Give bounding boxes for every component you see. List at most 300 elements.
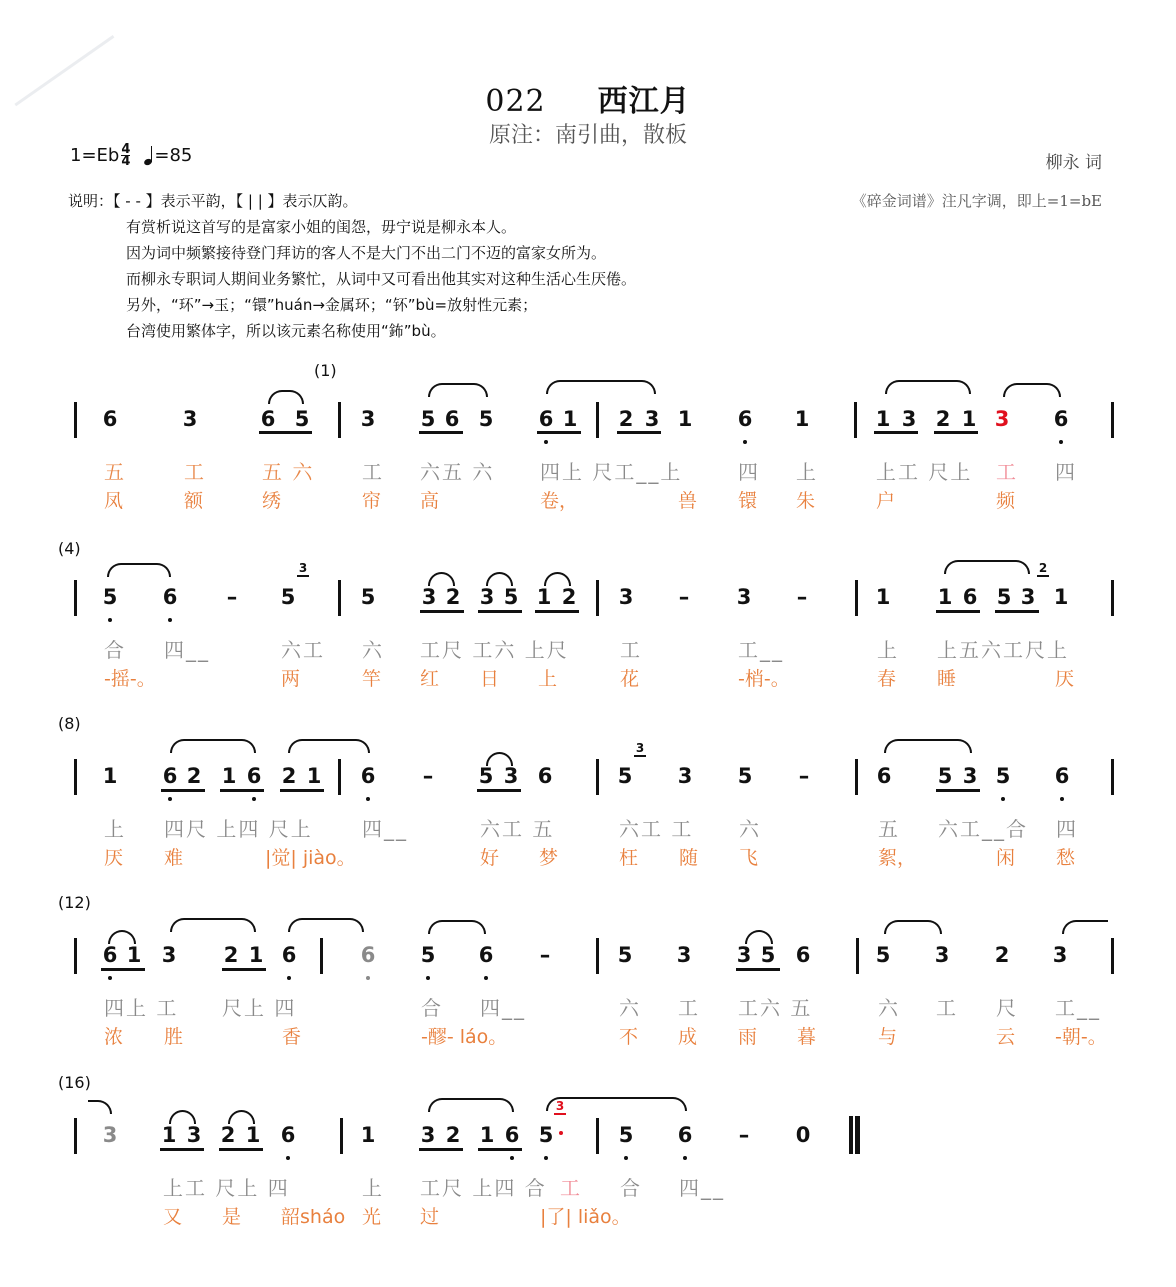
gongche-notation: 合 [104,638,126,662]
underline [736,968,780,971]
note: 5 [737,764,753,788]
note: 1 [677,407,693,431]
note: 6 [246,764,262,788]
lyric: 雨 [738,1026,758,1048]
lyric: 是 [222,1206,242,1228]
lyric: 额 [184,490,204,512]
lyric: 过 [420,1206,440,1228]
lyric: 红 [420,668,440,690]
note: 3 [644,407,660,431]
slur [169,1110,196,1124]
gongche-notation: 上工 尺上 四 [163,1176,290,1200]
underline [222,968,266,971]
lyric: 云 [996,1026,1016,1048]
lyric: 花 [620,668,640,690]
underline [220,789,264,792]
underline [280,789,324,792]
gongche-notation: 四 [1055,460,1077,484]
gongche-notation: 上 [104,817,126,841]
note: 0 [795,1123,811,1147]
underline [535,610,579,613]
underline [936,610,980,613]
note: 3 [420,1123,436,1147]
note: 6 [444,407,460,431]
gongche-notation: 四尺 上四 尺上 [164,817,313,841]
extension-dash: – [678,585,690,609]
lyric: -摇-。 [104,668,156,690]
lyric: 凤 [104,490,124,512]
measure-number: (12) [58,893,91,912]
underline [160,1148,204,1151]
gongche-key-note: 《碎金词谱》注凡字调，即上=1=bE [851,192,1102,210]
note: 2 [445,585,461,609]
underline [419,431,463,434]
extension-dash: – [796,585,808,609]
note: 1 [245,1123,261,1147]
low-octave-dot [510,1156,514,1160]
low-octave-dot [683,1156,687,1160]
extension-dash: – [226,585,238,609]
lyric: 香 [282,1026,302,1048]
note: 3 [421,585,437,609]
extension-dash: – [539,943,551,967]
lyric: -醪- láo。 [421,1026,508,1048]
song-title: 西江月 [597,84,691,119]
bar-line [338,759,341,795]
lyric: |了| liǎo。 [540,1206,631,1228]
lyric: 飞 [739,847,759,869]
gongche-notation: 四__ [164,638,210,662]
note: 5 [420,943,436,967]
gongche-notation: 六 [739,817,761,841]
bar-line [855,580,858,616]
note: 2 [186,764,202,788]
gongche-notation: 工__ [738,638,784,662]
bar-line [320,938,323,974]
note: 6 [1053,407,1069,431]
lyric: 随 [679,847,699,869]
underline [478,610,522,613]
lyric: 高 [420,490,440,512]
underline [874,431,918,434]
slur [170,918,256,932]
lyric: 帘 [362,490,382,512]
note: 6 [162,585,178,609]
note: 5 [617,943,633,967]
underline [995,610,1039,613]
low-octave-dot [108,976,112,980]
bar-line [340,1118,343,1154]
note: 3 [1020,585,1036,609]
low-octave-dot [287,976,291,980]
note: 1 [102,764,118,788]
description-line: 而柳永专职词人期间业务繁忙，从词中又可看出他其实对这种生活心生厌倦。 [126,270,637,288]
gongche-notation: 五 [104,460,126,484]
gongche-notation: 五 [878,817,900,841]
gongche-notation: 上 [877,638,899,662]
note: 5 [760,943,776,967]
note: 6 [1054,764,1070,788]
note: 6 [737,407,753,431]
score-number: 022 [485,84,546,119]
bar-line [1111,938,1114,974]
note: 2 [281,764,297,788]
lyric: 睡 [937,668,957,690]
lyric: 兽 [678,490,698,512]
note: 3 [479,585,495,609]
note: 6 [962,585,978,609]
slur [884,920,942,934]
note: 3 [360,407,376,431]
lyric: 频 [996,490,1016,512]
bar-line [596,580,599,616]
note: 2 [618,407,634,431]
gongche-notation: 四__ [480,996,526,1020]
gongche-notation: 六工 工 [619,817,694,841]
lyric: 厌 [104,847,124,869]
low-octave-dot [743,440,747,444]
bar-line [338,580,341,616]
note: 5 [503,585,519,609]
note: 3 [934,943,950,967]
note: 3 [677,764,693,788]
slur [428,572,455,586]
slur [486,572,513,586]
lyric: 难 [164,847,184,869]
low-octave-dot [366,976,370,980]
low-octave-dot [624,1156,628,1160]
note: 1 [479,1123,495,1147]
gongche-notation: 六工__合 [938,817,1028,841]
note: 2 [445,1123,461,1147]
underline [420,610,464,613]
gongche-notation: 四 [738,460,760,484]
gongche-notation: 合 [620,1176,642,1200]
measure-number: (4) [58,539,81,558]
grace-dot [559,1131,563,1135]
slur [288,918,364,932]
gongche-notation: 五 六 [262,460,315,484]
gongche-notation: 六 [619,996,641,1020]
subtitle: 原注：南引曲，散板 [488,123,687,148]
note: 5 [875,943,891,967]
lyric: 又 [163,1206,183,1228]
slur [1003,383,1061,397]
gongche-notation: 工尺 工六 上尺 [420,638,569,662]
gongche-notation: 工六 五 [738,996,813,1020]
underline [478,1148,522,1151]
lyric: -梢-。 [738,668,790,690]
note: 3 [161,943,177,967]
note: 1 [360,1123,376,1147]
note: 5 [280,585,296,609]
underline [934,431,978,434]
gongche-notation: 四 [1056,817,1078,841]
key-signature [70,144,192,167]
note: 5 [478,407,494,431]
slur [546,1097,687,1111]
description-label: 说明：【 - - 】表示平韵，【 | | 】表示仄韵。 [68,192,358,210]
note: 6 [162,764,178,788]
bar-line [74,938,77,974]
low-octave-dot [252,797,256,801]
note: 5 [937,764,953,788]
note: 6 [102,943,118,967]
bar-line [854,402,857,438]
note: 3 [1052,943,1068,967]
note: 6 [504,1123,520,1147]
note: 2 [561,585,577,609]
lyric: 朱 [796,490,816,512]
underline [537,431,581,434]
description-line: 另外，“环”→玉；“镮”huán→金属环；“钚”bù=放射性元素； [126,296,538,314]
note: 2 [223,943,239,967]
lyric: 韶sháo [281,1206,346,1228]
slur [1062,920,1108,934]
gongche-notation: 上工 尺上 [876,460,973,484]
gongche-notation: 工 [620,638,642,662]
grace-note: 3 [555,1099,565,1113]
grace-note: 3 [298,561,308,575]
low-octave-dot [1059,440,1063,444]
note: 2 [935,407,951,431]
measure-number: (16) [58,1073,91,1092]
gongche-notation: 六五 六 [420,460,495,484]
note: 6 [538,407,554,431]
lyric: 户 [876,490,896,512]
note: 6 [260,407,276,431]
lyric: 不 [619,1026,639,1048]
slur [745,930,773,944]
gongche-notation: 上 [362,1176,384,1200]
final-bar-line [855,1116,860,1154]
lyric: 梦 [539,847,559,869]
gongche-notation: 上 [796,460,818,484]
note: 5 [102,585,118,609]
lyric: 好 [480,847,500,869]
lyric: 光 [362,1206,382,1228]
underline [161,789,205,792]
note: 1 [248,943,264,967]
note: 3 [736,943,752,967]
slur [108,930,136,944]
note: 5 [618,1123,634,1147]
lyric: 浓 [104,1026,124,1048]
page-title [0,76,1176,120]
low-octave-dot [484,976,488,980]
lyric: 两 [281,668,301,690]
note: 3 [186,1123,202,1147]
extension-dash: – [738,1123,750,1147]
gongche-notation: 六 [362,638,384,662]
low-octave-dot [108,618,112,622]
gongche-notation: 合 [421,996,443,1020]
note: 3 [102,1123,118,1147]
gongche-notation: 六 [878,996,900,1020]
gongche-notation: 四__ [679,1176,725,1200]
slur [884,739,972,753]
low-octave-dot [168,618,172,622]
extension-dash: – [422,764,434,788]
bar-line [74,1118,77,1154]
author: 柳永 词 [1045,153,1102,173]
note: 6 [537,764,553,788]
lyric: 枉 [619,847,639,869]
slur [228,1110,255,1124]
lyric: 卷， [540,490,579,512]
slur [885,380,971,394]
lyric: 愁 [1056,847,1076,869]
note: 3 [182,407,198,431]
gongche-notation: 工尺 上四 合 [420,1176,547,1200]
measure-number: (1) [314,361,337,380]
lyric: 镮 [738,490,758,512]
description-line: 台湾使用繁体字，所以该元素名称使用“鈽”bù。 [126,322,446,340]
note: 3 [901,407,917,431]
lyric: 绣 [262,490,282,512]
note: 5 [617,764,633,788]
note: 1 [794,407,810,431]
bar-line [74,759,77,795]
note: 3 [676,943,692,967]
bar-line [74,580,77,616]
note: 6 [280,1123,296,1147]
lyric: 闲 [996,847,1016,869]
bar-line [855,759,858,795]
slur [544,572,571,586]
underline [936,789,980,792]
note: 5 [538,1123,554,1147]
note: 5 [294,407,310,431]
tempo: =85 [154,145,193,166]
key-label: 1=Eb [70,145,120,166]
gongche-notation: 四上 工 [104,996,179,1020]
note: 6 [478,943,494,967]
low-octave-dot [286,1156,290,1160]
note: 1 [961,407,977,431]
note: 6 [677,1123,693,1147]
gongche-notation: 尺 [996,996,1018,1020]
bar-line [1111,402,1114,438]
note: 6 [102,407,118,431]
note: 1 [562,407,578,431]
note: 6 [281,943,297,967]
note: 1 [1053,585,1069,609]
slur [486,752,513,766]
lyric: 暮 [797,1026,817,1048]
slur [428,1098,514,1112]
gongche-notation: 工 [996,460,1018,484]
bar-line [1111,580,1114,616]
note: 2 [994,943,1010,967]
underline [101,968,145,971]
note: 3 [736,585,752,609]
gongche-notation: 工 [678,996,700,1020]
note: 6 [360,764,376,788]
low-octave-dot [1001,797,1005,801]
underline [259,431,312,434]
bar-line [596,938,599,974]
time-signature: $\frac{4}{4}$ [121,142,131,169]
note: 5 [996,585,1012,609]
description-line: 因为词中频繁接待登门拜访的客人不是大门不出二门不迈的富家女所为。 [126,244,607,262]
lyric: 成 [678,1026,698,1048]
final-bar-line [849,1116,853,1154]
gongche-notation: 六工 [281,638,325,662]
slur [546,380,656,394]
slur [288,739,370,753]
note: 1 [161,1123,177,1147]
note: 1 [306,764,322,788]
lyric: 絮， [878,847,917,869]
gongche-notation: 工__ [1055,996,1101,1020]
note: 3 [994,407,1010,431]
measure-number: (8) [58,714,81,733]
lyric: 厌 [1055,668,1075,690]
lyric: 春 [877,668,897,690]
bar-line [1111,759,1114,795]
lyric: -朝-。 [1055,1026,1107,1048]
bar-line [74,402,77,438]
gongche-notation: 上五六工尺上 [937,638,1069,662]
note: 1 [875,585,891,609]
low-octave-dot [426,976,430,980]
bar-line [856,938,859,974]
low-octave-dot [168,797,172,801]
slur [170,739,256,753]
quarter-note-icon [144,147,152,165]
note: 1 [126,943,142,967]
lyric: 与 [878,1026,898,1048]
lyric: 竿 [362,668,382,690]
grace-note: 3 [635,741,645,755]
gongche-notation: 四__ [362,817,408,841]
slur [944,560,1030,574]
gongche-notation: 工 [936,996,958,1020]
note: 5 [478,764,494,788]
bar-line [596,402,599,438]
low-octave-dot [544,1156,548,1160]
note: 1 [937,585,953,609]
note: 5 [420,407,436,431]
bar-line [338,402,341,438]
note: 6 [795,943,811,967]
note: 3 [962,764,978,788]
lyric: 胜 [164,1026,184,1048]
underline [219,1148,263,1151]
note: 1 [536,585,552,609]
gongche-notation: 六工 五 [480,817,555,841]
slur [428,383,488,397]
note: 3 [618,585,634,609]
bar-line [596,759,599,795]
low-octave-dot [366,797,370,801]
underline [419,1148,463,1151]
bar-line [596,1118,599,1154]
lyric: 上 [538,668,558,690]
slur [88,1100,112,1114]
note: 5 [360,585,376,609]
extension-dash: – [798,764,810,788]
slur [107,563,171,577]
note: 1 [221,764,237,788]
description-line: 有赏析说这首写的是富家小姐的闺怨，毋宁说是柳永本人。 [126,218,517,236]
gongche-notation: 尺上 四 [222,996,297,1020]
slur [428,920,486,934]
underline [477,789,521,792]
gongche-notation: 四上 尺工__上 [540,460,683,484]
low-octave-dot [1060,797,1064,801]
